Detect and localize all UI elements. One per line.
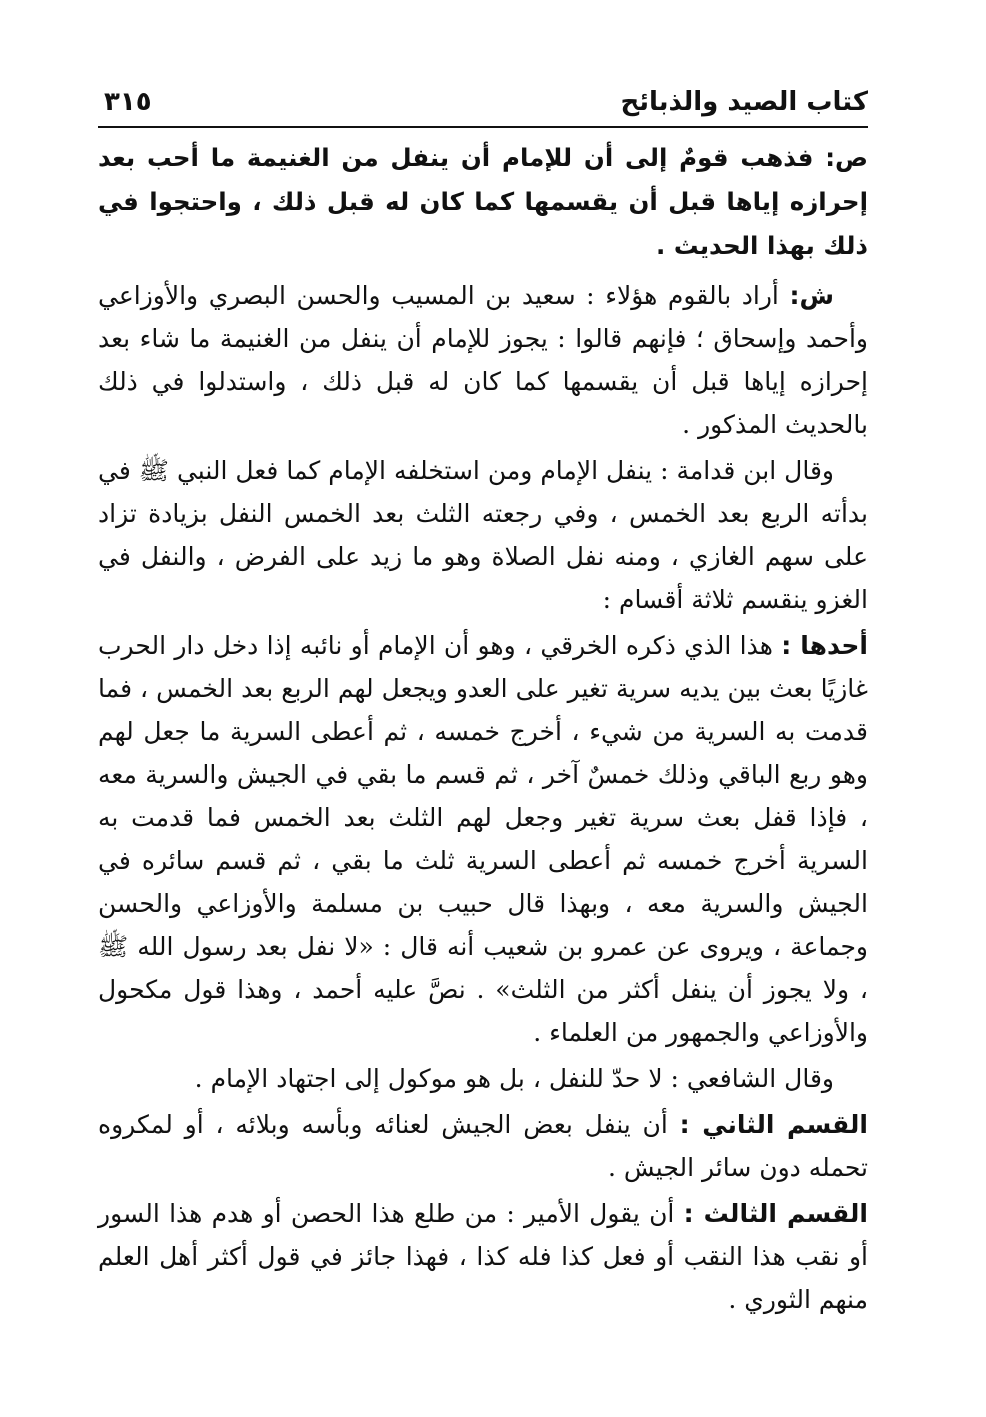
first-section-text: هذا الذي ذكره الخرقي ، وهو أن الإمام أو نائبه إذا دخل دار الحرب غازيًا بعث بين يديه سرية تغير على العدو ويجعل لهم الربع بعد الخمس ، فما قدمت به السرية من شيء ، أخرج خمسه ، ثم أعطى السرية ما جعل لهم وهو ربع الباقي وذلك خمسٌ آخر ، ثم قسم ما بقي في الجيش والسرية معه ، فإذا قفل بعث سرية تغير وجعل لهم الثلث بعد الخمس فما قدمت به السرية أخرج خمسه ثم أعطى السرية ثلث ما بقي ، ثم قسم سائره في الجيش والسرية معه ، وبهذا قال حبيب بن مسلمة والأوزاعي والحسن وجماعة ، ويروى عن عمرو بن شعيب أنه قال : «لا نفل بعد رسول الله ﷺ ، ولا يجوز أن ينفل أكثر من الثلث» . نصَّ عليه أحمد ، وهذا قول مكحول والأوزاعي والجمهور من العلماء . bbox=[98, 631, 868, 1047]
book-page bbox=[98, 78, 868, 1321]
book-title: كتاب الصيد والذبائح bbox=[620, 87, 868, 117]
ibn-qudama-paragraph bbox=[98, 449, 868, 621]
second-section-text: أن ينفل بعض الجيش لعنائه وبأسه وبلائه ، أو لمكروه تحمله دون سائر الجيش . bbox=[98, 1110, 868, 1182]
third-section-text: أن يقول الأمير : من طلع هذا الحصن أو هدم هذا السور أو نقب هذا النقب أو فعل كذا فله كذا ، فهذا جائز في قول أكثر أهل العلم منهم الثوري . bbox=[98, 1199, 868, 1314]
page-header bbox=[98, 78, 868, 128]
matn-marker: ص: bbox=[825, 143, 868, 172]
shafii-paragraph bbox=[98, 1057, 868, 1100]
matn-text: فذهب قومٌ إلى أن للإمام أن ينفل من الغنيمة ما أحب بعد إحرازه إياها قبل أن يقسمها كما كان له قبل ذلك ، واحتجوا في ذلك بهذا الحديث . bbox=[98, 143, 868, 260]
sharh-marker: ش: bbox=[789, 281, 834, 310]
first-section-paragraph bbox=[98, 624, 868, 1054]
second-section-heading: القسم الثاني : bbox=[679, 1110, 868, 1139]
sharh-paragraph bbox=[98, 274, 868, 446]
shafii-text: وقال الشافعي : لا حدّ للنفل ، بل هو موكول إلى اجتهاد الإمام . bbox=[194, 1064, 834, 1093]
third-section-heading: القسم الثالث : bbox=[683, 1199, 868, 1228]
third-section-paragraph bbox=[98, 1192, 868, 1321]
second-section-paragraph bbox=[98, 1103, 868, 1189]
sharh-text: أراد بالقوم هؤلاء : سعيد بن المسيب والحسن البصري والأوزاعي وأحمد وإسحاق ؛ فإنهم قالوا : يجوز للإمام أن ينفل من الغنيمة ما شاء بعد إحرازه إياها قبل أن يقسمها كما كان له قبل ذلك ، واستدلوا في ذلك بالحديث المذكور . bbox=[98, 281, 868, 439]
matn-paragraph bbox=[98, 136, 868, 268]
ibn-qudama-text: وقال ابن قدامة : ينفل الإمام ومن استخلفه الإمام كما فعل النبي ﷺ في بدأته الربع بعد الخمس ، وفي رجعته الثلث بعد الخمس النفل بزيادة تزاد على سهم الغازي ، ومنه نفل الصلاة وهو ما زيد على الفرض ، والنفل في الغزو ينقسم ثلاثة أقسام : bbox=[98, 456, 868, 614]
page-body bbox=[98, 136, 868, 1321]
first-section-heading: أحدها : bbox=[781, 631, 868, 660]
page-number: ٣١٥ bbox=[104, 87, 152, 117]
